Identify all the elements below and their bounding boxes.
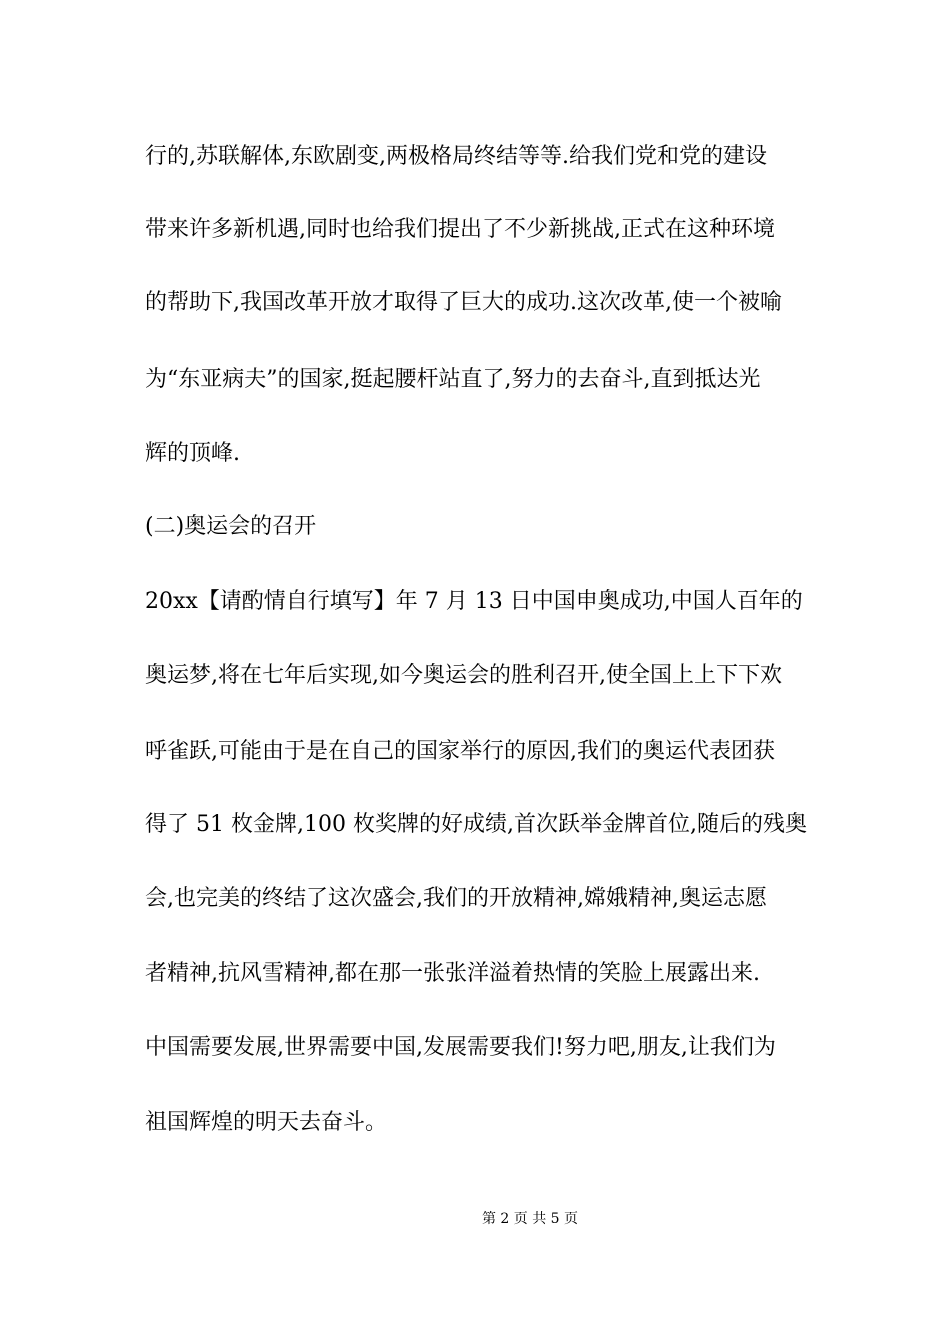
body-text-line: 会,也完美的终结了这次盛会,我们的开放精神,嫦娥精神,奥运志愿 — [145, 886, 767, 911]
body-text-line: 呼雀跃,可能由于是在自己的国家举行的原因,我们的奥运代表团获 — [145, 739, 775, 764]
body-text-line: 者精神,抗风雪精神,都在那一张张洋溢着热情的笑脸上展露出来. — [145, 961, 760, 986]
body-text-line: 中国需要发展,世界需要中国,发展需要我们!努力吧,朋友,让我们为 — [145, 1035, 776, 1060]
body-text-line: 为“东亚病夫”的国家,挺起腰杆站直了,努力的去奋斗,直到抵达光 — [145, 367, 761, 392]
body-text-line: 奥运梦,将在七年后实现,如今奥运会的胜利召开,使全国上上下下欢 — [145, 663, 782, 688]
body-text-line: 20xx【请酌情自行填写】年 7 月 13 日中国申奥成功,中国人百年的 — [145, 589, 803, 614]
body-text-line: 辉的顶峰. — [145, 441, 240, 466]
body-text-line: 带来许多新机遇,同时也给我们提出了不少新挑战,正式在这种环境 — [145, 217, 775, 242]
body-text-line: 行的,苏联解体,东欧剧变,两极格局终结等等.给我们党和党的建设 — [145, 144, 767, 169]
page-number-footer: 第 2 页 共 5 页 — [481, 1211, 579, 1227]
section-heading: (二)奥运会的召开 — [145, 514, 317, 539]
body-text-line: 祖国辉煌的明天去奋斗。 — [145, 1110, 388, 1135]
body-text-line: 得了 51 枚金牌,100 枚奖牌的好成绩,首次跃举金牌首位,随后的残奥 — [145, 812, 807, 837]
body-text-line: 的帮助下,我国改革开放才取得了巨大的成功.这次改革,使一个被喻 — [145, 290, 782, 315]
